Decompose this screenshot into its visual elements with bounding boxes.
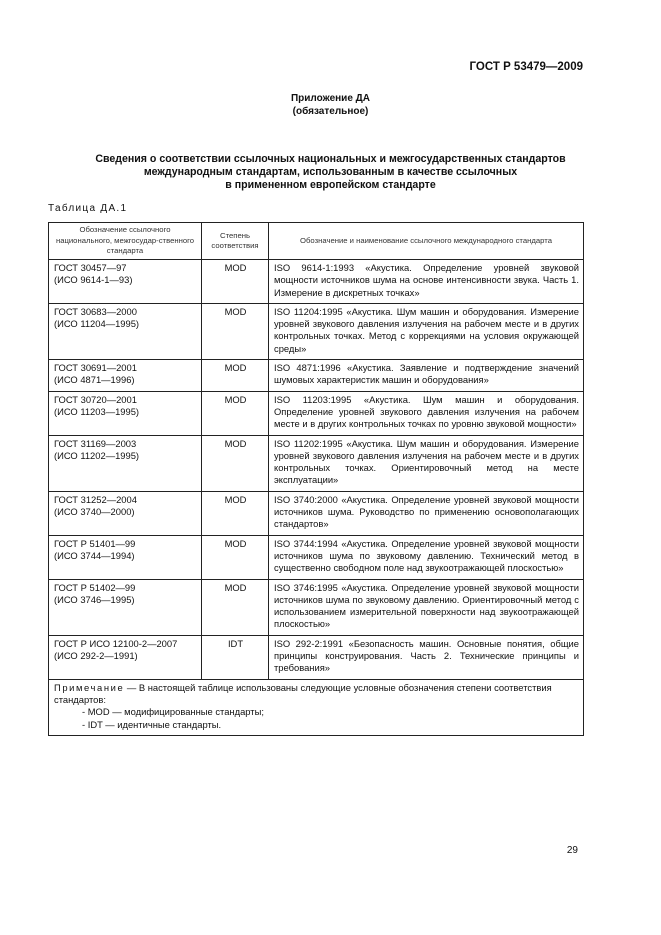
note-text (54, 682, 579, 707)
page-number: 29 (566, 845, 578, 856)
national-standard: ГОСТ 31169—2003 (54, 437, 137, 449)
national-standard-cell (49, 391, 202, 435)
degree-cell: IDT (202, 635, 269, 679)
intl-equivalent: (ИСО 3744—1994) (54, 549, 135, 561)
intl-equivalent: (ИСО 3740—2000) (54, 506, 135, 518)
table-row (49, 303, 584, 359)
intl-equivalent: (ИСО 11204—1995) (54, 318, 140, 330)
appendix-subtitle: (обязательное) (292, 106, 369, 117)
table-row (49, 579, 584, 635)
degree-cell: MOD (202, 260, 269, 304)
national-standard: ГОСТ Р ИСО 12100-2—2007 (54, 637, 178, 649)
national-standard: ГОСТ 30683—2000 (54, 305, 137, 317)
heading-line: Сведения о соответствии ссылочных национальных и межгосударственных стандартов (95, 153, 566, 165)
reference-cell: ISO 3740:2000 «Акустика. Определение уровней звуковой мощности источников шума. Руководство по применению основополагающих стандартов» (269, 491, 584, 535)
table-row (49, 260, 584, 304)
section-heading (40, 153, 621, 192)
heading-line: международным стандартам, использованным в качестве ссылочных (143, 166, 518, 178)
degree-cell: MOD (202, 391, 269, 435)
reference-cell: ISO 11203:1995 «Акустика. Шум машин и оборудования. Определение уровней звукового давления излучения на рабочем месте и в других контрольных точках по уровню звуковой мощности» (269, 391, 584, 435)
note-label: Примечание (54, 681, 125, 693)
reference-cell: ISO 11202:1995 «Акустика. Шум машин и оборудования. Измерение уровней звукового давления излучения на рабочем месте и в других контрольных точках. Ориентировочный метод на месте эксплуатации» (269, 435, 584, 491)
table-note-row (49, 679, 584, 735)
national-standard-cell (49, 260, 202, 304)
degree-cell: MOD (202, 303, 269, 359)
degree-cell: MOD (202, 491, 269, 535)
reference-cell: ISO 3744:1994 «Акустика. Определение уровней звуковой мощности источников шума по звуковому давлению. Технический метод в существенно свободном поле над звукоотражающей плоскостью» (269, 535, 584, 579)
table-row (49, 391, 584, 435)
note-body: — В настоящей таблице использованы следующие условные обозначения степени соответствия стандартов: (54, 681, 552, 705)
reference-cell: ISO 4871:1996 «Акустика. Заявление и подтверждение значений шумовых характеристик машин и оборудования» (269, 360, 584, 392)
degree-cell: MOD (202, 535, 269, 579)
degree-cell: MOD (202, 360, 269, 392)
national-standard-cell (49, 435, 202, 491)
reference-cell: ISO 9614-1:1993 «Акустика. Определение уровней звуковой мощности источников шума на основе интенсивности звука. Часть 1. Измерение в дискретных точках» (269, 260, 584, 304)
degree-cell: MOD (202, 435, 269, 491)
reference-cell: ISO 3746:1995 «Акустика. Определение уровней звуковой мощности источников шума по звуковому давлению. Ориентировочный метод с использованием измерительной поверхности над звукоотражающей плоскостью» (269, 579, 584, 635)
correspondence-table (48, 222, 584, 736)
intl-equivalent: (ИСО 3746—1995) (54, 593, 135, 605)
table-row (49, 491, 584, 535)
intl-equivalent: (ИСО 4871—1996) (54, 374, 135, 386)
degree-cell: MOD (202, 579, 269, 635)
table-row (49, 435, 584, 491)
reference-cell: ISO 11204:1995 «Акустика. Шум машин и оборудования. Измерение уровней звукового давления излучения на рабочем месте и в других контрольных точках. Метод с коррекциями на условия окружающей среды» (269, 303, 584, 359)
document-code: ГОСТ Р 53479—2009 (469, 61, 583, 73)
column-header-international: Обозначение и наименование ссылочного международного стандарта (269, 223, 584, 260)
intl-equivalent: (ИСО 11203—1995) (54, 405, 140, 417)
national-standard-cell (49, 579, 202, 635)
table-row (49, 535, 584, 579)
national-standard-cell (49, 303, 202, 359)
table-row (49, 360, 584, 392)
national-standard: ГОСТ Р 51402—99 (54, 581, 136, 593)
note-item: - MOD — модифицированные стандарты; (82, 706, 264, 718)
national-standard: ГОСТ 30720—2001 (54, 393, 137, 405)
column-header-national: Обозначение ссылочного национального, межгосудар-ственного стандарта (49, 223, 202, 260)
table-header-row (49, 223, 584, 260)
note-item: - IDT — идентичные стандарты. (82, 718, 222, 730)
intl-equivalent: (ИСО 9614-1—93) (54, 274, 133, 286)
intl-equivalent: (ИСО 11202—1995) (54, 449, 140, 461)
table-note (49, 679, 584, 735)
table-caption: Таблица ДА.1 (48, 203, 128, 214)
intl-equivalent: (ИСО 292-2—1991) (54, 650, 138, 662)
national-standard: ГОСТ 30457—97 (54, 262, 127, 273)
national-standard: ГОСТ 31252—2004 (54, 493, 137, 505)
national-standard: ГОСТ Р 51401—99 (54, 537, 136, 549)
national-standard-cell (49, 491, 202, 535)
national-standard-cell (49, 635, 202, 679)
appendix-title: Приложение ДА (290, 93, 371, 104)
column-header-degree: Степень соответствия (202, 223, 269, 260)
national-standard: ГОСТ 30691—2001 (54, 362, 137, 374)
appendix-header (0, 92, 661, 118)
table-row (49, 635, 584, 679)
national-standard-cell (49, 535, 202, 579)
reference-cell: ISO 292-2:1991 «Безопасность машин. Основные понятия, общие принципы конструирования. Часть 2. Технические принципы и требования» (269, 635, 584, 679)
heading-line: в примененном европейском стандарте (225, 179, 436, 191)
national-standard-cell (49, 360, 202, 392)
